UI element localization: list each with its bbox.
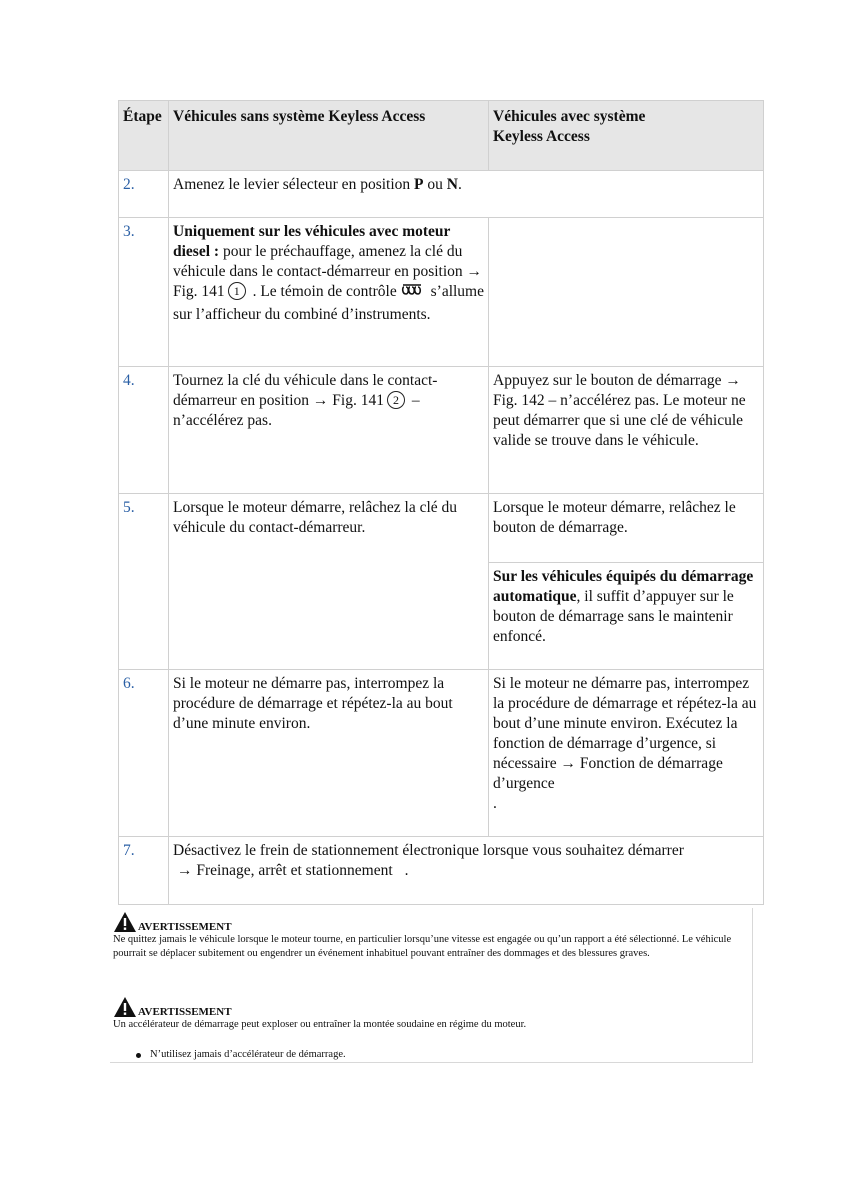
header-without-keyless: Véhicules sans système Keyless Access <box>169 101 489 171</box>
step-text-part: s’allume sur l’afficheur du combiné d’instruments. <box>173 283 484 323</box>
warning-1 <box>113 911 749 961</box>
warning-heading <box>113 996 749 1018</box>
table-row <box>119 494 764 563</box>
list-item <box>136 1048 346 1062</box>
table-row <box>119 367 764 494</box>
step-text-part: , il suffit d’appuyer sur le bouton de démarrage sans le maintenir enfoncé. <box>493 588 734 645</box>
bullet-text: N’utilisez jamais d’accélérateur de démarrage. <box>150 1049 346 1060</box>
header-with-keyless-line2: Keyless Access <box>493 128 590 145</box>
warning-title: AVERTISSEMENT <box>138 1006 232 1018</box>
step-text: Si le moteur ne démarre pas, interrompez la procédure de démarrage et répétez-la au bout d’une minute environ. <box>169 670 489 837</box>
step-number: 5. <box>119 494 169 670</box>
start-procedure-table <box>118 100 764 905</box>
header-step: Étape <box>119 101 169 171</box>
table-row <box>119 171 764 218</box>
step-text: Lorsque le moteur démarre, relâchez le bouton de démarrage. <box>489 494 764 563</box>
step-bold-text: Sur les véhicules équipés du démarrage automatique <box>493 568 754 605</box>
step-number: 7. <box>119 837 169 905</box>
header-with-keyless-line1: Véhicules avec système <box>493 108 646 125</box>
step-text-part: . <box>493 795 497 812</box>
step-text-part: – n’accélérez pas. <box>173 392 420 429</box>
step-number: 2. <box>119 171 169 218</box>
table-header-row <box>119 101 764 171</box>
step-text <box>489 670 764 837</box>
step-text <box>169 218 489 367</box>
header-with-keyless <box>489 101 764 171</box>
circled-number: 1 <box>228 282 246 300</box>
step-text-part: pour le préchauffage, amenez la clé du véhicule dans le contact-démarreur en position <box>173 243 467 280</box>
step-text-part: Amenez le levier sélecteur en position <box>173 176 415 193</box>
step-number: 3. <box>119 218 169 367</box>
step-number: 6. <box>119 670 169 837</box>
step-text <box>169 367 489 494</box>
step-text-part: Désactivez le frein de stationnement électronique lorsque vous souhaitez démarrer <box>173 842 684 859</box>
step-text <box>489 563 764 670</box>
warning-heading <box>113 911 749 933</box>
figure-link[interactable]: → Fig. 141 <box>312 392 384 409</box>
table-row <box>119 837 764 905</box>
step-text: Appuyez sur le bouton de démarrage → Fig. 142 – n’accélérez pas. Le moteur ne peut démarrer que si une clé de véhicule valide se trouve dans le véhicule. <box>489 367 764 494</box>
step-text-part: . <box>457 176 462 193</box>
table-row <box>119 670 764 837</box>
step-text-part: . <box>404 862 409 879</box>
step-bold-text: Uniquement sur les véhicules avec moteur diesel : <box>173 223 451 260</box>
step-text: Lorsque le moteur démarre, relâchez la clé du véhicule du contact-démarreur. <box>169 494 489 670</box>
table-row <box>119 218 764 367</box>
warning-triangle-icon <box>113 996 137 1018</box>
figure-link[interactable]: → Fig. 141 <box>173 263 483 300</box>
gear-n: N <box>446 176 458 193</box>
step-text-part: . Le témoin de contrôle <box>248 283 397 300</box>
warning-2 <box>113 996 749 1032</box>
step-text <box>169 171 764 218</box>
warning-text: Un accélérateur de démarrage peut exploser ou entraîner la montée soudaine en régime du moteur. <box>113 1019 527 1030</box>
step-text-part: ou <box>423 176 447 193</box>
gear-p: P <box>414 176 424 193</box>
step-text-part: Si le moteur ne démarre pas, interrompez la procédure de démarrage et répétez-la au bout d’une minute environ. Exécutez la fonction de démarrage d’urgence, si nécessaire → Fonction de démarrage d’urgence <box>493 675 757 792</box>
warning-text: Ne quittez jamais le véhicule lorsque le moteur tourne, en particulier lorsqu’une vitesse est engagée ou qu’un rapport a été sélectionné. Le véhicule pourrait se déplacer subitement ou engendrer un événement inhabituel pouvant entraîner des dommages et des blessures graves. <box>113 934 732 959</box>
bullet-icon <box>136 1053 141 1058</box>
step-text <box>169 837 764 905</box>
step-number: 4. <box>119 367 169 494</box>
circled-number: 2 <box>387 391 405 409</box>
warning-triangle-icon <box>113 911 137 933</box>
warning-title: AVERTISSEMENT <box>138 921 232 933</box>
cross-reference-link[interactable]: → Freinage, arrêt et stationnement <box>177 862 393 879</box>
glow-plug-icon <box>401 284 423 305</box>
warnings-block <box>110 908 753 1063</box>
step-text-empty <box>489 218 764 367</box>
step-text-part: Tournez la clé du véhicule dans le contact-démarreur en position <box>173 372 438 409</box>
